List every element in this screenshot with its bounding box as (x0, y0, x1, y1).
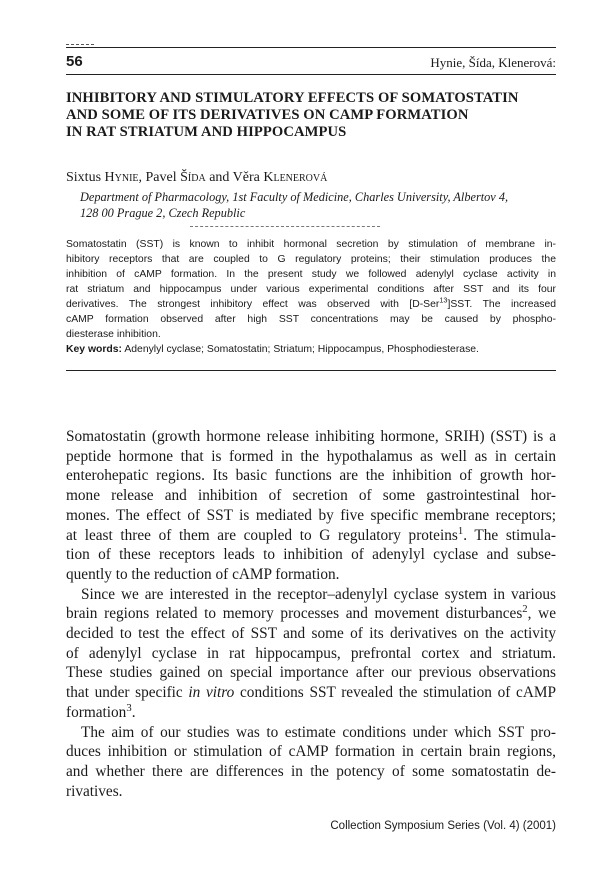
top-dash-mark (66, 44, 94, 45)
abstract-bottom-rule (66, 370, 556, 371)
abstract-line (66, 297, 556, 312)
body-line: peptide hormone that is formed in the hypothalamus as well as in certain (66, 447, 556, 465)
body-text (66, 427, 556, 801)
body-line (66, 703, 556, 723)
body-line (66, 604, 556, 624)
italic-term: in vitro (188, 684, 235, 702)
abstract-text: derivatives. The strongest inhibitory effect was observed with [D-Ser (66, 299, 440, 310)
body-text-run: formation (66, 703, 127, 721)
author-given-name: Pavel (145, 170, 181, 185)
body-text-run: . The stimula- (463, 526, 556, 544)
footer-series: Collection Symposium Series (Vol. 4) (2001) (330, 820, 556, 832)
body-line: These studies gained on special importance after our previous observations (66, 664, 556, 682)
body-text-run: conditions SST revealed the stimulation of cAMP (234, 684, 556, 702)
page-number: 56 (66, 53, 83, 70)
affiliation (80, 189, 550, 221)
reference-superscript: 2 (522, 603, 528, 616)
body-line: Since we are interested in the receptor–adenylyl cyclase system in various (81, 585, 556, 603)
body-text-run: . (131, 703, 136, 721)
abstract-line: cAMP formation observed after high SST concentrations may be caused by phospho- (66, 314, 556, 325)
header-top-rule (66, 47, 556, 48)
abstract-line: diesterase inhibition. (66, 329, 161, 340)
body-line: tion of these receptors leads to inhibition of adenylyl cyclase and subse- (66, 546, 556, 564)
body-line: and whether there are differences in the potency of some somatostatin de- (66, 762, 556, 780)
body-line: mones. The effect of SST is mediated by five specific membrane receptors; (66, 506, 556, 524)
keywords-line (66, 342, 556, 357)
body-line: decided to test the effect of SST and some of its derivatives on the activity (66, 625, 556, 643)
body-line: duces inhibition or stimulation of cAMP formation in certain brain regions, (66, 743, 556, 761)
body-text-run: brain regions related to memory processes and movement disturbances (66, 605, 523, 623)
body-text-run: , we (527, 605, 556, 623)
body-line (66, 526, 556, 546)
author-family-name: Hynie (104, 170, 139, 185)
body-line: mone release and inhibition of secretion of some gastrointestinal hor- (66, 487, 556, 505)
separator-dashes (190, 226, 380, 227)
body-line (66, 683, 556, 703)
body-line: quently to the reduction of cAMP formation. (66, 565, 340, 583)
header-bottom-rule (66, 74, 556, 75)
author-separator: , (138, 170, 146, 185)
affiliation-line: Department of Pharmacology, 1st Faculty of Medicine, Charles University, Albertov 4, (80, 190, 509, 204)
author-list (66, 170, 327, 186)
author-family-name: Šída (180, 170, 206, 185)
body-text-run: that under specific (66, 684, 189, 702)
title-line: AND SOME OF ITS DERIVATIVES ON CAMP FORMATION (66, 107, 469, 123)
reference-superscript: 1 (457, 524, 464, 537)
body-line: The aim of our studies was to estimate conditions under which SST pro- (81, 723, 556, 741)
author-conjunction: and (205, 170, 233, 185)
body-text-run: at least three of them are coupled to G regulatory proteins (66, 526, 458, 544)
author-given-name: Věra (232, 170, 264, 185)
author-family-name: Klenerová (263, 170, 328, 185)
body-line: enterohepatic regions. Its basic functions are the inhibition of growth hor- (66, 467, 556, 485)
abstract-text: ]SST. The increased (447, 299, 557, 310)
abstract-line: inhibition of cAMP formation. In the present study we followed adenylyl cyclase activity in (66, 269, 556, 280)
keywords-label: Key words: (66, 344, 123, 355)
superscript: 13 (439, 295, 448, 305)
title-line: IN RAT STRIATUM AND HIPPOCAMPUS (66, 124, 347, 140)
body-line: Somatostatin (growth hormone release inhibiting hormone, SRIH) (SST) is a (66, 428, 556, 445)
affiliation-line: 128 00 Prague 2, Czech Republic (80, 206, 246, 220)
running-head: Hynie, Šída, Klenerová: (430, 55, 556, 70)
abstract-line: rat striatum and hippocampus under various experimental conditions after SST and its four (66, 284, 556, 295)
body-line: rivatives. (66, 782, 123, 800)
abstract-line: Somatostatin (SST) is known to inhibit hormonal secretion by stimulation of membrane in- (66, 239, 556, 250)
body-line: of adenylyl cyclase in rat hippocampus, prefrontal cortex and striatum. (66, 644, 556, 662)
title-line: INHIBITORY AND STIMULATORY EFFECTS OF SOMATOSTATIN (66, 90, 519, 106)
abstract (66, 237, 556, 357)
keywords-text: Adenylyl cyclase; Somatostatin; Striatum; Hippocampus, Phosphodiesterase. (122, 344, 479, 355)
article-title (66, 90, 546, 141)
abstract-line: hibitory receptors that are coupled to G regulatory proteins; their stimulation produces the (66, 254, 556, 265)
author-given-name: Sixtus (66, 170, 105, 185)
reference-superscript: 3 (126, 701, 132, 714)
